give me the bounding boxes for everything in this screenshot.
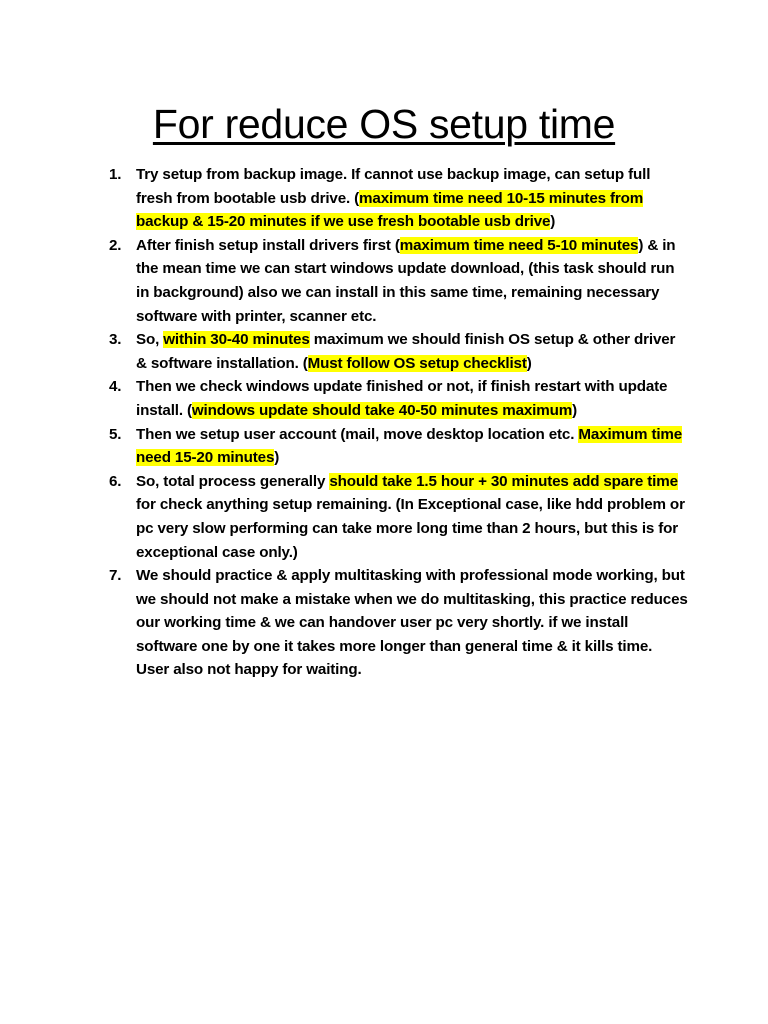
item-number: 1. [109,166,122,183]
highlighted-text: Maximum time need 15-20 minutes [136,425,683,467]
item-text: After finish setup install drivers first ( [136,236,400,254]
list-item [109,470,689,564]
item-text: maximum we should finish OS setup & other driver & software installation. ( [136,331,676,372]
item-number: 3. [109,331,122,349]
item-text: So, total process generally [136,472,330,490]
item-text: for check anything setup remaining. (In Exceptional case, like hdd problem or pc very slow performing can take more long time than 2 hours, but this is for exceptional case only.) [136,496,685,561]
item-number: 6. [109,472,122,490]
list-item [109,375,689,422]
item-text: ) [526,354,532,372]
item-text: Try setup from backup image. If cannot use backup image, can setup full fresh from bootable usb drive. ( [136,166,651,207]
item-text: ) [274,449,280,467]
highlighted-text: maximum time need 10-15 minutes from backup & 15-20 minutes if we use fresh bootable usb drive [136,189,644,231]
item-number: 2. [109,236,122,254]
document-title: For reduce OS setup time [152,101,616,147]
item-text: We should practice & apply multitasking with professional mode working, but we should not make a mistake when we do multitasking, this practice reduces our working time & we can handover user pc very shortly. if we install software one by one it takes more longer than general time & it kills time. User also not happy for waiting. [136,567,688,679]
highlighted-text: should take 1.5 hour + 30 minutes add spare time [329,472,678,490]
list-item [109,423,689,470]
item-number: 4. [109,378,122,396]
item-text: Then we setup user account (mail, move desktop location etc. [136,425,579,443]
item-number: 7. [109,567,122,585]
highlighted-text: within 30-40 minutes [163,331,310,349]
item-text: ) [550,213,556,231]
item-text: So, [136,331,164,349]
list-item [109,328,689,375]
list-item [109,564,689,682]
steps-list [109,163,689,682]
highlighted-text: maximum time need 5-10 minutes [399,236,639,254]
list-item [109,234,689,328]
item-text: ) & in the mean time we can start windows update download, (this task should run in background) also we can install in this same time, remaining necessary software with printer, scanner etc. [136,236,676,325]
item-text: ) [572,401,577,419]
list-item [109,163,689,234]
item-text: Then we check windows update finished or not, if finish restart with update install. ( [136,378,668,419]
highlighted-text: Must follow OS setup checklist [307,354,527,372]
highlighted-text: windows update should take 40-50 minutes maximum [191,401,573,419]
item-number: 5. [109,425,122,443]
